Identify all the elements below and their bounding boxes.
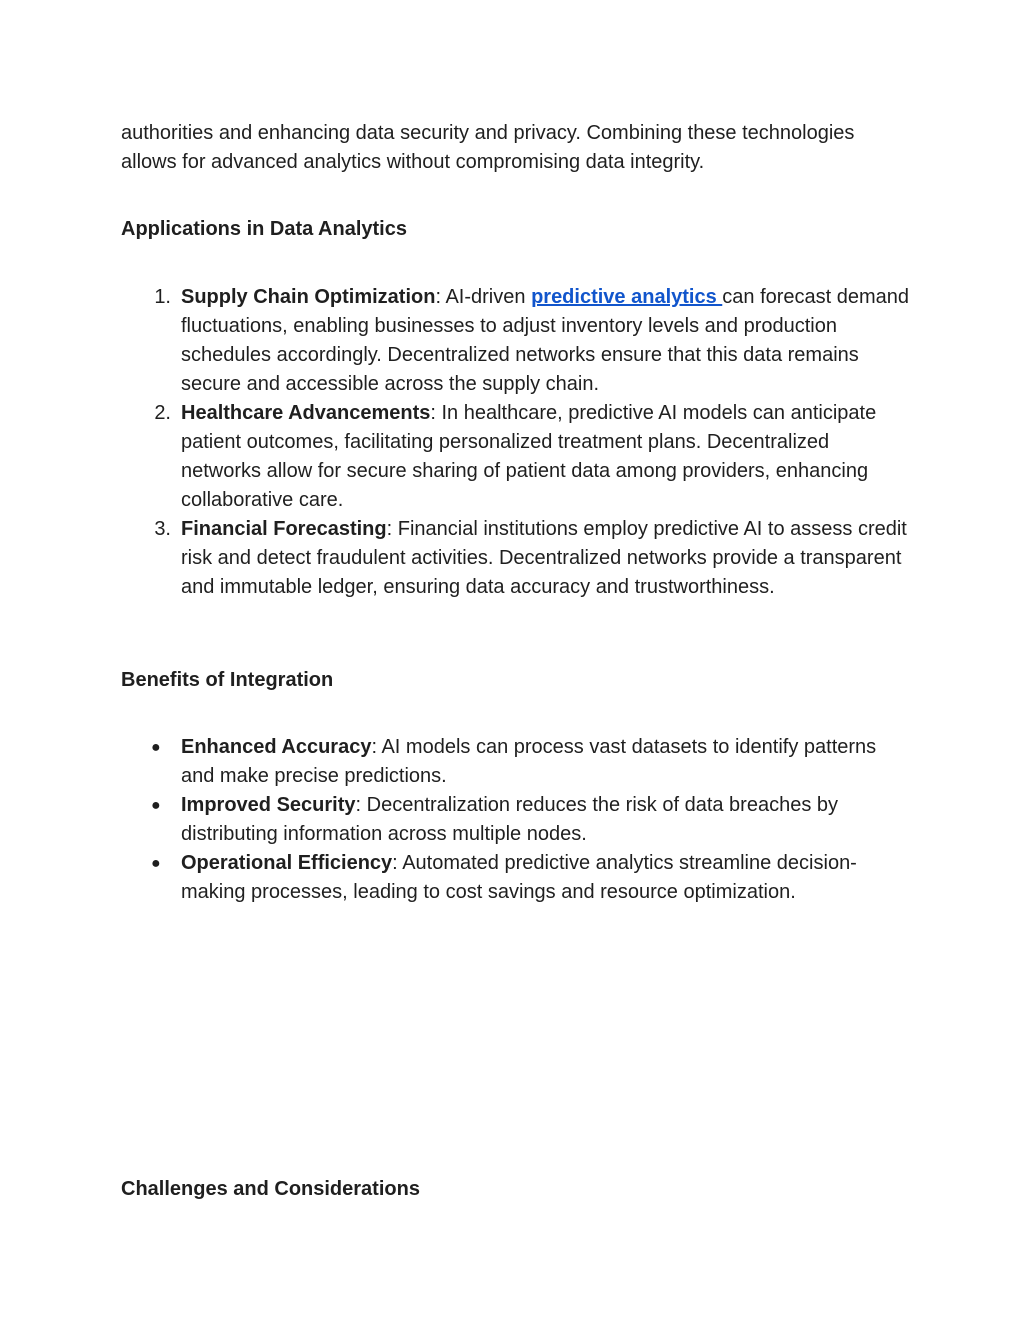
list-item <box>121 791 911 849</box>
item-term: Improved Security <box>181 794 356 816</box>
item-separator: : <box>371 736 382 758</box>
benefits-heading: Benefits of Integration <box>121 669 334 691</box>
item-term: Healthcare Advancements <box>181 402 431 424</box>
item-separator: : <box>386 518 398 540</box>
item-text: AI models can process vast datasets to identify patterns and make precise predictions. <box>181 736 877 787</box>
item-term: Financial Forecasting <box>181 518 387 540</box>
item-text: AI-driven <box>445 286 532 308</box>
item-term: Supply Chain Optimization <box>181 286 436 308</box>
list-item <box>121 283 911 399</box>
item-text: can forecast demand fluctuations, enabling businesses to adjust inventory levels and production schedules accordingly. Decentralized networks ensure that this data remains secure and accessible across the supply chain. <box>181 286 910 395</box>
bullet-icon: ● <box>151 855 161 872</box>
item-text: Financial institutions employ predictive AI to assess credit risk and detect fraudulent activities. Decentralized networks provide a transparent and immutable ledger, ensuring data accuracy and trustworthiness. <box>181 518 907 598</box>
item-term: Enhanced Accuracy <box>181 736 372 758</box>
list-item <box>121 515 911 602</box>
item-term: Operational Efficiency <box>181 852 393 874</box>
list-number: 3. <box>154 518 171 540</box>
applications-heading: Applications in Data Analytics <box>121 218 407 240</box>
list-item <box>121 399 911 515</box>
list-number: 1. <box>154 286 171 308</box>
item-separator: : <box>430 402 442 424</box>
item-separator: : <box>392 852 403 874</box>
challenges-heading: Challenges and Considerations <box>121 1178 420 1200</box>
benefits-list <box>121 733 911 907</box>
item-text: Decentralization reduces the risk of data breaches by distributing information across multiple nodes. <box>181 794 839 845</box>
item-separator: : <box>435 286 446 308</box>
bullet-icon: ● <box>151 739 161 756</box>
item-separator: : <box>355 794 367 816</box>
list-number: 2. <box>154 402 171 424</box>
intro-paragraph: authorities and enhancing data security and privacy. Combining these technologies allows for advanced analytics without compromising data integrity. <box>121 122 855 173</box>
predictive-analytics-link[interactable]: predictive analytics <box>531 286 723 308</box>
list-item <box>121 849 911 907</box>
bullet-icon: ● <box>151 797 161 814</box>
item-text: In healthcare, predictive AI models can anticipate patient outcomes, facilitating personalized treatment plans. Decentralized networks allow for secure sharing of patient data among providers, enhancing collaborative care. <box>181 402 877 511</box>
applications-list <box>121 283 911 602</box>
list-item <box>121 733 911 791</box>
item-text: Automated predictive analytics streamline decision-making processes, leading to cost savings and resource optimization. <box>181 852 857 903</box>
